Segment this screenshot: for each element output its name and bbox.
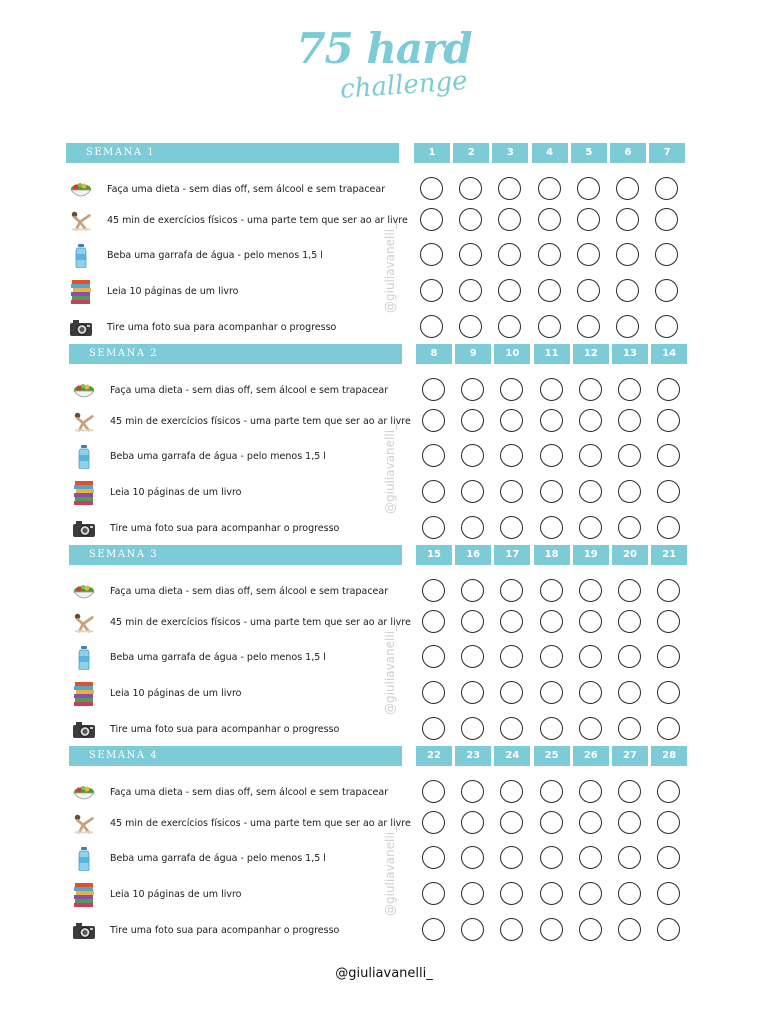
day-checkbox[interactable] [540,579,563,602]
day-checkbox[interactable] [577,315,600,338]
day-checkbox[interactable] [540,846,563,869]
task-label: Beba uma garrafa de água - pelo menos 1,5 l [110,652,326,663]
day-checkbox[interactable] [538,315,561,338]
day-checkbox[interactable] [579,378,602,401]
day-header: 1 [414,143,450,163]
day-checkbox[interactable] [618,579,641,602]
day-checkbox[interactable] [422,780,445,803]
day-checkbox[interactable] [500,480,523,503]
day-checkbox[interactable] [540,717,563,740]
task-label: Tire uma foto sua para acompanhar o progresso [110,523,340,534]
day-checkbox[interactable] [579,444,602,467]
day-header: 18 [534,545,570,565]
day-checkbox[interactable] [540,645,563,668]
day-checkbox[interactable] [500,378,523,401]
watermark-handle: @giuliavanelli_ [383,825,397,917]
day-checkbox[interactable] [538,208,561,231]
watermark-handle: @giuliavanelli_ [383,423,397,515]
task-label: Leia 10 páginas de um livro [110,487,242,498]
day-checkbox[interactable] [618,811,641,834]
day-checkbox[interactable] [538,279,561,302]
water-bottle-icon [72,847,96,871]
task-label: Beba uma garrafa de água - pelo menos 1,5 l [107,250,323,261]
yoga-pose-icon [72,812,96,836]
day-header: 10 [494,344,530,364]
day-header: 3 [492,143,528,163]
day-header: 20 [612,545,648,565]
day-checkbox[interactable] [538,243,561,266]
day-header: 24 [494,746,530,766]
page-subtitle: challenge [339,66,469,105]
task-label: Tire uma foto sua para acompanhar o progresso [110,925,340,936]
day-checkbox[interactable] [657,409,680,432]
day-checkbox[interactable] [461,579,484,602]
day-checkbox[interactable] [618,780,641,803]
day-checkbox[interactable] [500,610,523,633]
page-title: 75 hard [296,24,472,73]
day-checkbox[interactable] [540,610,563,633]
day-checkbox[interactable] [422,610,445,633]
day-checkbox[interactable] [657,645,680,668]
task-label: Faça uma dieta - sem dias off, sem álcool e sem trapacear [110,787,389,798]
week-label: SEMANA 3 [69,545,402,565]
day-checkbox[interactable] [500,882,523,905]
day-checkbox[interactable] [500,681,523,704]
day-header: 5 [571,143,607,163]
day-checkbox[interactable] [579,480,602,503]
day-checkbox[interactable] [422,918,445,941]
day-checkbox[interactable] [461,918,484,941]
task-row [0,374,768,408]
day-checkbox[interactable] [540,516,563,539]
task-label: Faça uma dieta - sem dias off, sem álcool e sem trapacear [110,385,389,396]
day-checkbox[interactable] [657,681,680,704]
day-checkbox[interactable] [579,681,602,704]
day-checkbox[interactable] [655,315,678,338]
day-checkbox[interactable] [540,681,563,704]
day-checkbox[interactable] [579,846,602,869]
day-checkbox[interactable] [461,516,484,539]
day-checkbox[interactable] [422,409,445,432]
day-checkbox[interactable] [616,279,639,302]
day-checkbox[interactable] [538,177,561,200]
day-header: 26 [573,746,609,766]
day-header: 9 [455,344,491,364]
day-checkbox[interactable] [461,645,484,668]
day-checkbox[interactable] [540,918,563,941]
task-label: Leia 10 páginas de um livro [107,286,239,297]
day-checkbox[interactable] [420,177,443,200]
day-checkbox[interactable] [500,409,523,432]
day-checkbox[interactable] [498,243,521,266]
day-checkbox[interactable] [461,409,484,432]
task-label: Faça uma dieta - sem dias off, sem álcool e sem trapacear [110,586,389,597]
task-label: 45 min de exercícios físicos - uma parte tem que ser ao ar livre [110,617,411,628]
day-checkbox[interactable] [655,177,678,200]
day-checkbox[interactable] [422,882,445,905]
day-checkbox[interactable] [540,780,563,803]
day-checkbox[interactable] [459,315,482,338]
day-checkbox[interactable] [618,444,641,467]
day-checkbox[interactable] [618,516,641,539]
week-label: SEMANA 4 [69,746,402,766]
day-checkbox[interactable] [657,579,680,602]
day-header: 8 [416,344,452,364]
day-checkbox[interactable] [500,444,523,467]
day-checkbox[interactable] [657,846,680,869]
day-checkbox[interactable] [500,780,523,803]
day-checkbox[interactable] [579,645,602,668]
day-checkbox[interactable] [461,780,484,803]
day-header: 12 [573,344,609,364]
day-checkbox[interactable] [461,444,484,467]
camera-icon [72,517,96,541]
day-header: 28 [651,746,687,766]
salad-bowl-icon [72,580,96,604]
day-checkbox[interactable] [500,918,523,941]
task-label: Faça uma dieta - sem dias off, sem álcool e sem trapacear [107,184,386,195]
task-label: 45 min de exercícios físicos - uma parte tem que ser ao ar livre [110,818,411,829]
task-label: Leia 10 páginas de um livro [110,688,242,699]
task-label: Leia 10 páginas de um livro [110,889,242,900]
day-checkbox[interactable] [540,480,563,503]
day-checkbox[interactable] [420,315,443,338]
book-stack-icon [72,682,96,706]
book-stack-icon [72,883,96,907]
book-stack-icon [69,280,93,304]
day-checkbox[interactable] [459,243,482,266]
day-checkbox[interactable] [540,882,563,905]
day-checkbox[interactable] [422,846,445,869]
day-checkbox[interactable] [657,780,680,803]
day-checkbox[interactable] [618,681,641,704]
water-bottle-icon [72,646,96,670]
day-checkbox[interactable] [577,243,600,266]
day-checkbox[interactable] [657,811,680,834]
water-bottle-icon [69,244,93,268]
water-bottle-icon [72,445,96,469]
task-label: Beba uma garrafa de água - pelo menos 1,5 l [110,451,326,462]
day-checkbox[interactable] [461,610,484,633]
day-checkbox[interactable] [579,811,602,834]
day-checkbox[interactable] [498,208,521,231]
day-checkbox[interactable] [579,717,602,740]
day-checkbox[interactable] [616,243,639,266]
day-checkbox[interactable] [461,811,484,834]
day-checkbox[interactable] [616,208,639,231]
day-header: 4 [532,143,568,163]
day-checkbox[interactable] [500,645,523,668]
day-checkbox[interactable] [657,378,680,401]
day-header: 19 [573,545,609,565]
day-checkbox[interactable] [579,579,602,602]
task-label: 45 min de exercícios físicos - uma parte tem que ser ao ar livre [107,215,408,226]
day-checkbox[interactable] [498,177,521,200]
day-header: 11 [534,344,570,364]
task-label: Tire uma foto sua para acompanhar o progresso [107,322,337,333]
day-header: 23 [455,746,491,766]
day-checkbox[interactable] [422,717,445,740]
task-label: 45 min de exercícios físicos - uma parte tem que ser ao ar livre [110,416,411,427]
day-checkbox[interactable] [579,610,602,633]
day-checkbox[interactable] [657,717,680,740]
task-row [0,575,768,609]
day-checkbox[interactable] [498,279,521,302]
day-checkbox[interactable] [420,279,443,302]
day-checkbox[interactable] [461,717,484,740]
day-checkbox[interactable] [618,645,641,668]
day-checkbox[interactable] [461,681,484,704]
day-checkbox[interactable] [579,780,602,803]
day-header: 17 [494,545,530,565]
day-checkbox[interactable] [577,208,600,231]
day-checkbox[interactable] [500,516,523,539]
day-checkbox[interactable] [420,243,443,266]
day-checkbox[interactable] [500,811,523,834]
day-checkbox[interactable] [618,846,641,869]
task-row [0,173,768,207]
day-checkbox[interactable] [655,243,678,266]
watermark-handle: @giuliavanelli_ [383,624,397,716]
day-checkbox[interactable] [655,279,678,302]
book-stack-icon [72,481,96,505]
day-checkbox[interactable] [500,579,523,602]
day-checkbox[interactable] [618,409,641,432]
day-checkbox[interactable] [616,177,639,200]
week-label: SEMANA 2 [69,344,402,364]
day-checkbox[interactable] [618,610,641,633]
day-checkbox[interactable] [422,516,445,539]
day-checkbox[interactable] [540,409,563,432]
day-checkbox[interactable] [579,918,602,941]
task-row [0,776,768,810]
day-checkbox[interactable] [500,846,523,869]
day-header: 25 [534,746,570,766]
day-checkbox[interactable] [459,177,482,200]
day-checkbox[interactable] [540,444,563,467]
day-checkbox[interactable] [616,315,639,338]
day-header: 14 [651,344,687,364]
day-checkbox[interactable] [579,516,602,539]
day-header: 16 [455,545,491,565]
day-checkbox[interactable] [420,208,443,231]
task-label: Beba uma garrafa de água - pelo menos 1,5 l [110,853,326,864]
day-checkbox[interactable] [657,918,680,941]
day-checkbox[interactable] [657,444,680,467]
day-checkbox[interactable] [618,378,641,401]
day-checkbox[interactable] [459,279,482,302]
task-label: Tire uma foto sua para acompanhar o progresso [110,724,340,735]
day-checkbox[interactable] [577,177,600,200]
day-header: 15 [416,545,452,565]
day-checkbox[interactable] [459,208,482,231]
day-checkbox[interactable] [618,717,641,740]
day-checkbox[interactable] [657,480,680,503]
day-header: 7 [649,143,685,163]
day-checkbox[interactable] [422,681,445,704]
camera-icon [72,718,96,742]
day-checkbox[interactable] [422,378,445,401]
day-checkbox[interactable] [657,516,680,539]
day-checkbox[interactable] [461,378,484,401]
day-checkbox[interactable] [498,315,521,338]
day-checkbox[interactable] [540,811,563,834]
day-checkbox[interactable] [577,279,600,302]
camera-icon [69,316,93,340]
day-checkbox[interactable] [461,882,484,905]
day-checkbox[interactable] [579,882,602,905]
day-checkbox[interactable] [618,882,641,905]
day-checkbox[interactable] [461,846,484,869]
day-header: 22 [416,746,452,766]
watermark-handle: @giuliavanelli_ [383,222,397,314]
day-header: 21 [651,545,687,565]
day-checkbox[interactable] [422,579,445,602]
day-checkbox[interactable] [657,882,680,905]
day-checkbox[interactable] [422,480,445,503]
day-checkbox[interactable] [657,610,680,633]
day-header: 13 [612,344,648,364]
day-checkbox[interactable] [618,480,641,503]
day-checkbox[interactable] [422,444,445,467]
salad-bowl-icon [72,379,96,403]
day-checkbox[interactable] [540,378,563,401]
yoga-pose-icon [69,209,93,233]
day-checkbox[interactable] [422,645,445,668]
day-checkbox[interactable] [618,918,641,941]
day-checkbox[interactable] [500,717,523,740]
salad-bowl-icon [69,178,93,202]
day-checkbox[interactable] [461,480,484,503]
yoga-pose-icon [72,611,96,635]
camera-icon [72,919,96,943]
week-label: SEMANA 1 [66,143,399,163]
day-checkbox[interactable] [579,409,602,432]
salad-bowl-icon [72,781,96,805]
footer-handle: @giuliavanelli_ [335,966,433,981]
day-header: 2 [453,143,489,163]
day-header: 6 [610,143,646,163]
day-header: 27 [612,746,648,766]
yoga-pose-icon [72,410,96,434]
day-checkbox[interactable] [655,208,678,231]
day-checkbox[interactable] [422,811,445,834]
